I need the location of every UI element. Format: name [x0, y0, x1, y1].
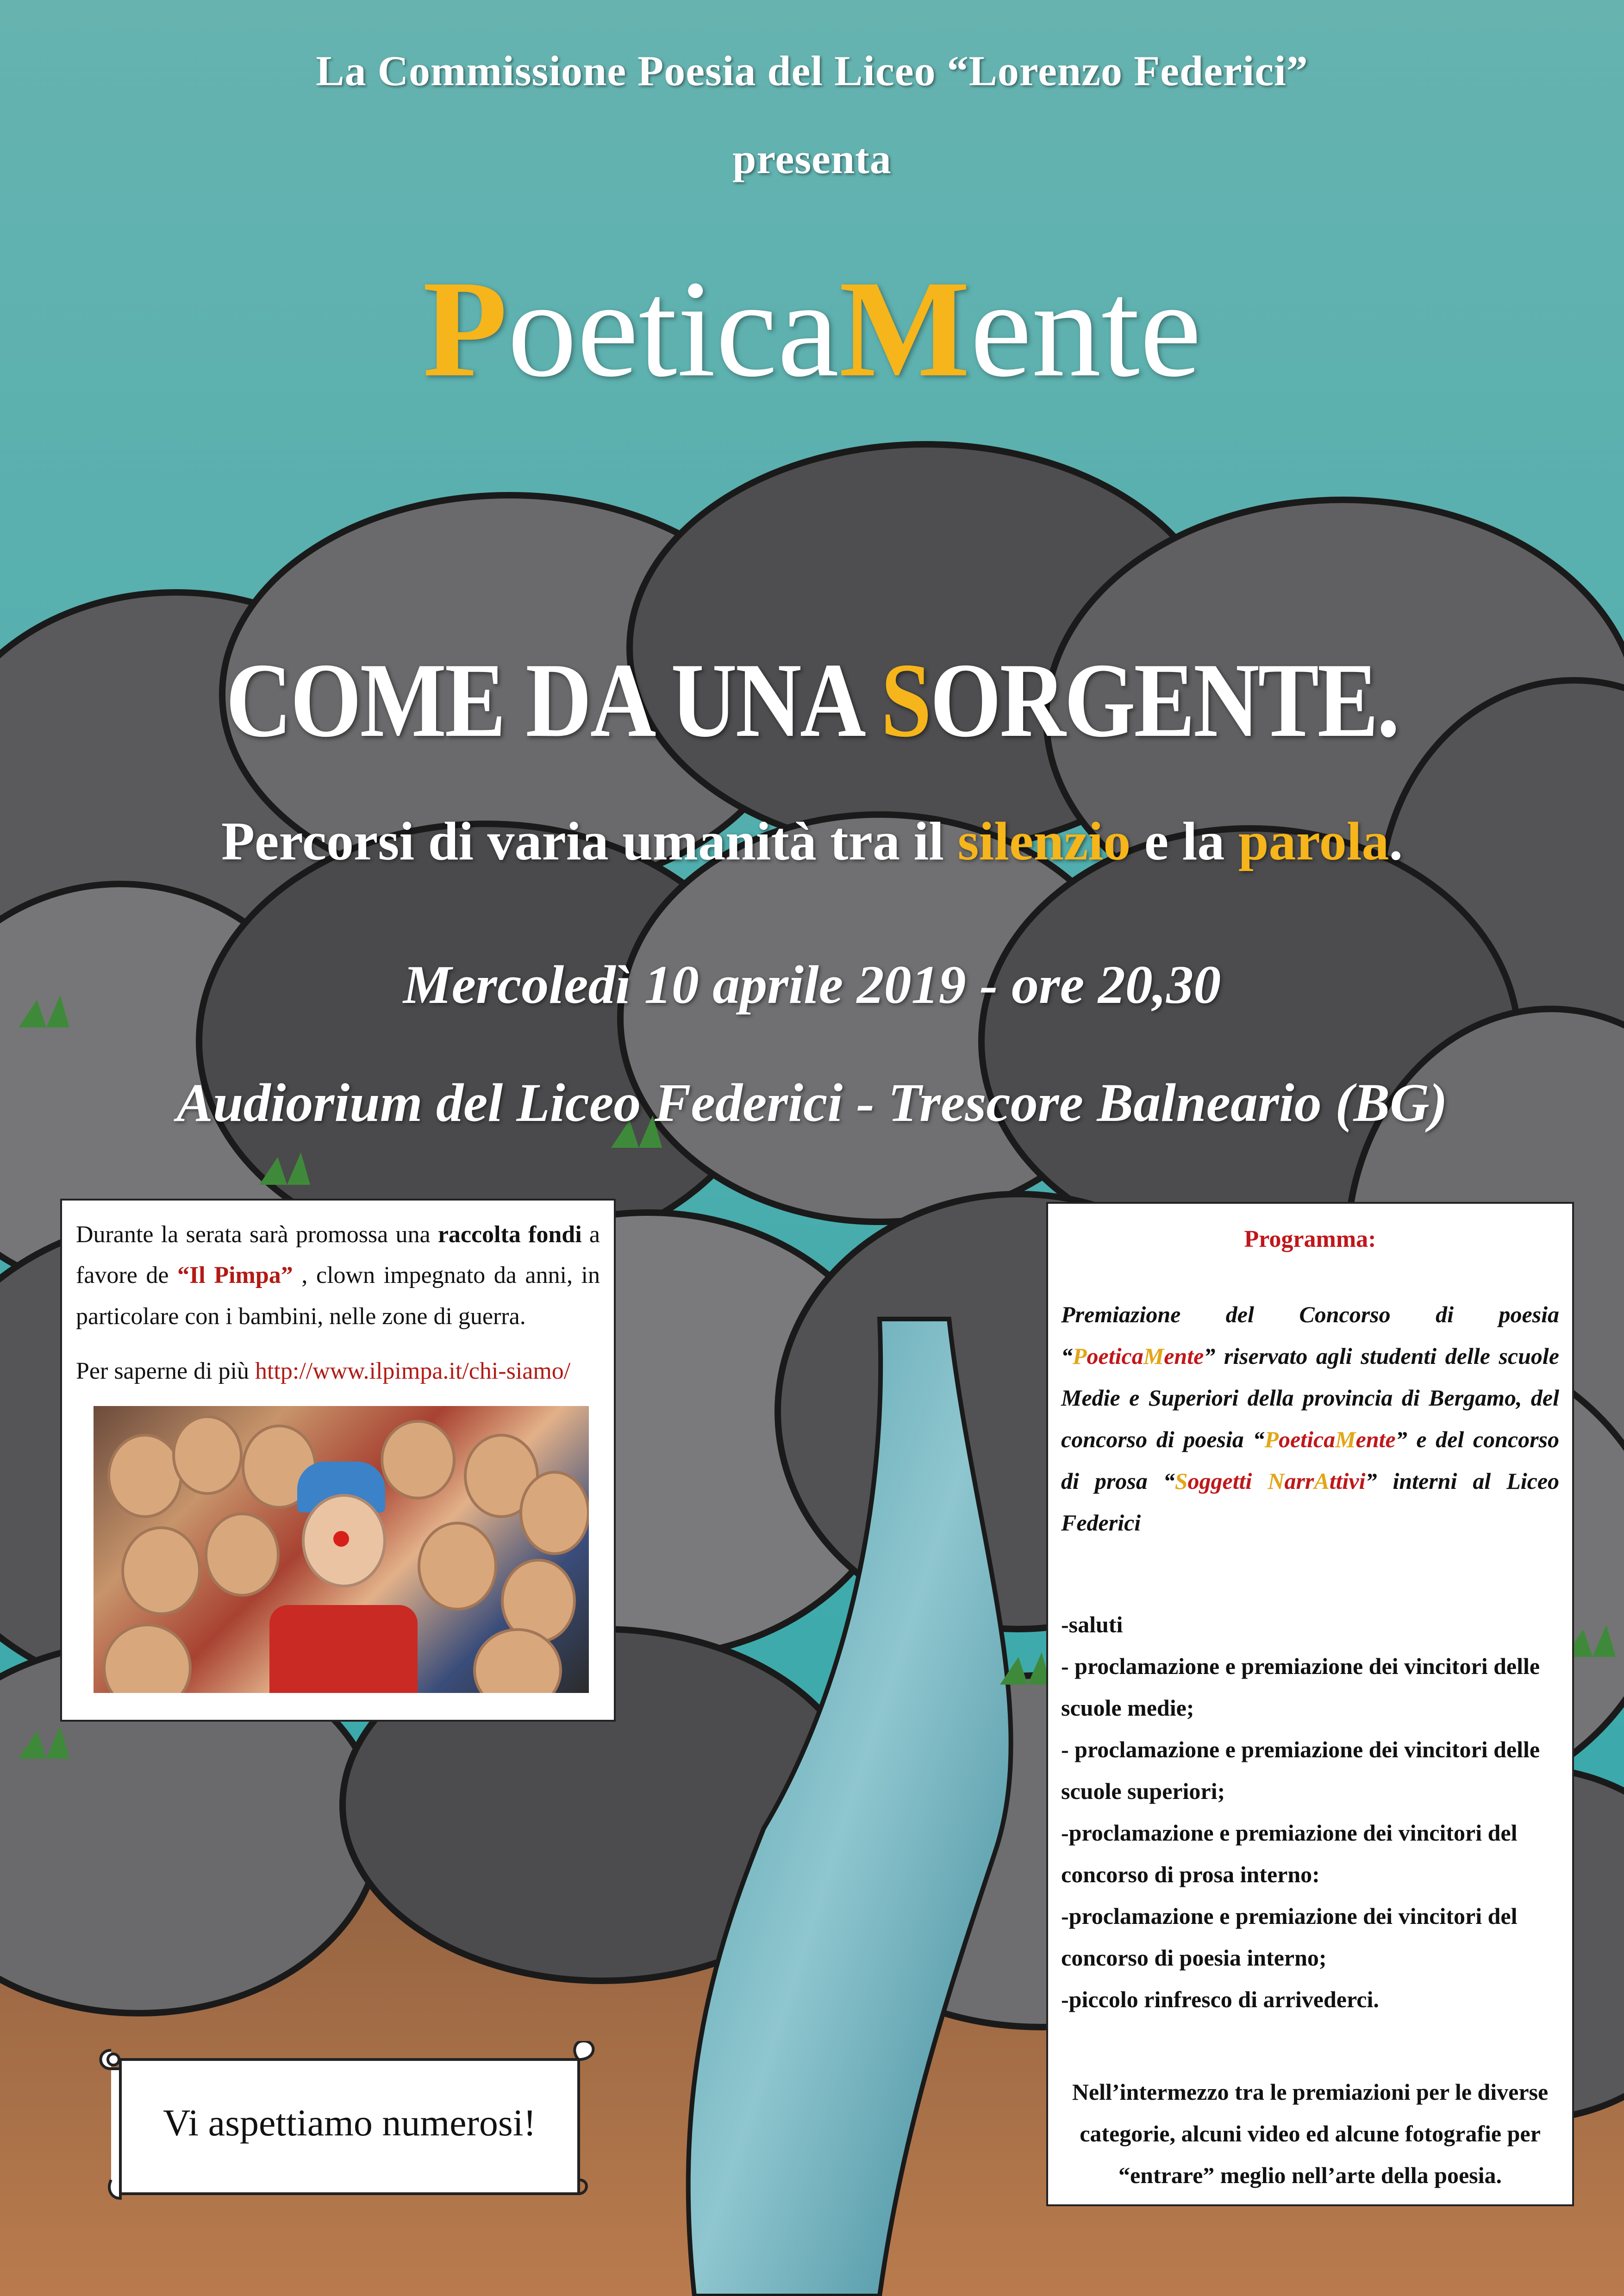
- more-info-label: Per saperne di più: [76, 1358, 256, 1385]
- subtitle-pre: COME DA UNA: [225, 641, 881, 759]
- intro-soggetti-s: S: [1174, 1468, 1188, 1494]
- presents-line: presenta: [732, 135, 892, 182]
- fundraising-text: [76, 1214, 600, 1337]
- intro-text-4: ” interni al Liceo Federici: [1061, 1468, 1560, 1536]
- program-item: -proclamazione e premiazione dei vincitori del concorso di prosa interno:: [1061, 1819, 1518, 1887]
- fundraising-box: [60, 1199, 616, 1722]
- tagline-mid: e la: [1131, 811, 1238, 871]
- welcome-scroll: [93, 2041, 597, 2203]
- intro-poeticamente-p-2: P: [1264, 1426, 1279, 1452]
- subtitle-accent: S: [881, 641, 931, 759]
- welcome-message: Vi aspettiamo numerosi!: [163, 2102, 536, 2144]
- program-title: Programma:: [1244, 1226, 1376, 1252]
- intro-poeticamente-m: M: [1143, 1343, 1164, 1369]
- intro-soggetti-a: A: [1314, 1468, 1330, 1494]
- fundraising-text-c: , clown impegnato da anni, in particolare con i bambini, nelle zone di guerra.: [76, 1262, 600, 1330]
- clown-children-photo: [94, 1406, 589, 1693]
- ilpimpa-link[interactable]: http://www.ilpimpa.it/chi-siamo/: [255, 1358, 571, 1385]
- photo-face: [121, 1526, 201, 1615]
- intro-poeticamente-ente: ente: [1164, 1343, 1204, 1369]
- photo-face: [103, 1624, 192, 1693]
- tagline-word-silenzio: silenzio: [957, 811, 1131, 871]
- subtitle-post: ORGENTE.: [930, 641, 1399, 759]
- event-date: Mercoledì 10 aprile 2019 - ore 20,30: [403, 954, 1221, 1015]
- tagline-pre: Percorsi di varia umanità tra il: [221, 811, 958, 871]
- title-cap-p: P: [422, 252, 508, 405]
- program-outro: Nell’intermezzo tra le premiazioni per le diverse categorie, alcuni video ed alcune fotografie per “entrare” meglio nell’arte della poesia.: [1072, 2078, 1549, 2188]
- clown-shirt: [269, 1605, 418, 1693]
- fundraising-highlight: raccolta fondi: [437, 1221, 582, 1248]
- intro-poeticamente-p: P: [1073, 1343, 1087, 1369]
- fundraising-text-b: a favore de: [76, 1221, 600, 1289]
- photo-face: [107, 1434, 182, 1518]
- tagline-word-parola: parola: [1238, 811, 1389, 871]
- photo-face: [418, 1522, 497, 1611]
- event-tagline: [0, 810, 1624, 873]
- intro-poeticamente-m-2: M: [1335, 1426, 1356, 1452]
- program-item: -saluti: [1061, 1611, 1123, 1637]
- intro-text-2: ” riservato agli studenti delle scuole Medie e Superiori della provincia di Bergamo, del concorso di poesia “: [1061, 1343, 1559, 1452]
- program-list: [1061, 1604, 1559, 2020]
- intro-poeticamente-oetica: oetica: [1087, 1343, 1143, 1369]
- il-pimpa-name: “Il Pimpa”: [177, 1262, 293, 1289]
- intro-poeticamente-oetica-2: oetica: [1278, 1426, 1336, 1452]
- intro-soggetti-oggetti: oggetti: [1187, 1468, 1268, 1494]
- title-cap-m: M: [839, 252, 970, 405]
- program-item: - proclamazione e premiazione dei vincitori delle scuole medie;: [1061, 1653, 1540, 1721]
- intro-text-3: ” e del concorso di prosa “: [1061, 1426, 1559, 1494]
- intro-poeticamente-ente-2: ente: [1355, 1426, 1396, 1452]
- photo-face: [205, 1512, 280, 1597]
- title-part-2: ente: [970, 252, 1202, 405]
- clown-nose: [333, 1531, 349, 1547]
- photo-face: [381, 1420, 456, 1500]
- program-item: -proclamazione e premiazione dei vincitori del concorso di poesia interno;: [1061, 1903, 1518, 1971]
- organizer-line: La Commissione Poesia del Liceo “Lorenzo Federici”: [316, 47, 1308, 94]
- intro-soggetti-n: N: [1268, 1468, 1285, 1494]
- event-subtitle: [114, 639, 1511, 761]
- title-part-1: oetica: [507, 252, 839, 405]
- program-item: -piccolo rinfresco di arrivederci.: [1061, 1986, 1379, 2012]
- event-title: [0, 252, 1624, 405]
- more-info-line: [76, 1351, 600, 1392]
- photo-face: [519, 1471, 589, 1555]
- fundraising-text-a: Durante la serata sarà promossa una: [76, 1221, 438, 1248]
- tagline-post: .: [1389, 811, 1403, 871]
- intro-text-1: Premiazione del Concorso di poesia “: [1061, 1301, 1559, 1369]
- program-intro: [1061, 1294, 1559, 1543]
- intro-soggetti-ttivi: ttivi: [1329, 1468, 1366, 1494]
- program-item: - proclamazione e premiazione dei vincitori delle scuole superiori;: [1061, 1736, 1540, 1804]
- photo-face: [172, 1415, 243, 1495]
- program-box: [1046, 1202, 1574, 2206]
- intro-soggetti-arr: arr: [1284, 1468, 1314, 1494]
- event-venue: Audiorium del Liceo Federici - Trescore Balneario (BG): [176, 1072, 1448, 1133]
